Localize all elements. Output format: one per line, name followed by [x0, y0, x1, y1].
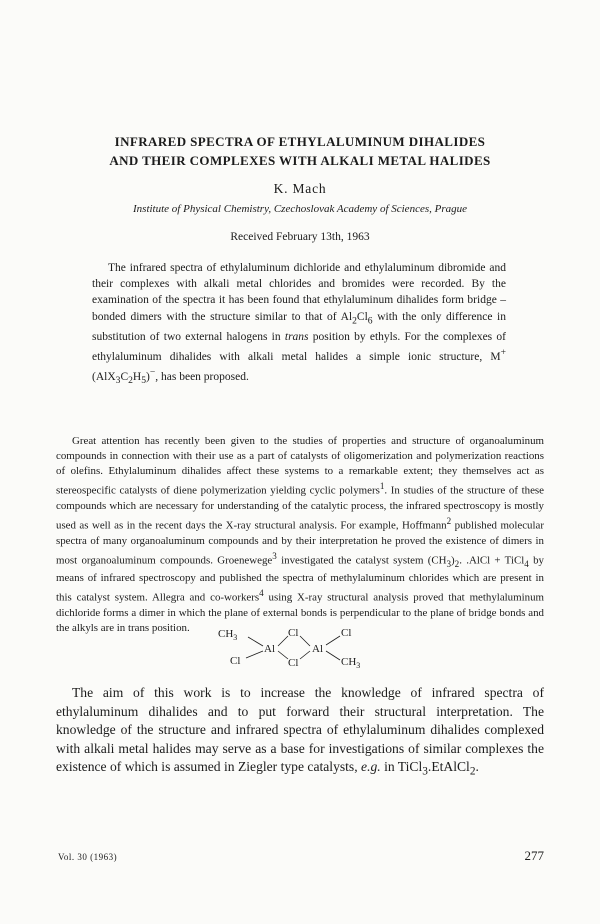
intro-text: by means of infrared spectroscopy and published the spectra of methylaluminum chlorides which are present in this catalyst system. Allegra and co-workers [56, 554, 544, 605]
aim-eg: e.g. [361, 759, 381, 775]
formula-h: H [132, 371, 142, 384]
abstract-text-4: , has been proposed. [155, 371, 249, 384]
volume-info: Vol. 30 (1963) [58, 852, 118, 862]
abstract [92, 260, 506, 390]
abstract-trans: trans [284, 331, 309, 344]
received-date: Received February 13th, 1963 [230, 231, 370, 243]
intro-sub: 2 [454, 558, 460, 569]
cl-bridge-bottom-label: Cl [288, 657, 299, 669]
aim-text: . [475, 759, 479, 775]
citation-ref: 4 [259, 588, 264, 599]
bond-al-left-bridge-bottom [278, 651, 288, 659]
formula-sup: − [149, 367, 156, 379]
title-line-1: INFRARED SPECTRA OF ETHYLALUMINUM DIHALIDES [114, 134, 486, 149]
formula-sup: + [500, 347, 506, 359]
aim-paragraph [56, 684, 544, 782]
cl-top-right-label: Cl [341, 627, 352, 639]
formula-sub: 2 [128, 375, 133, 387]
formula-close: ) [146, 371, 150, 384]
aim-text: .EtAlCl [427, 759, 470, 775]
bond-bridge-top-al-right [300, 636, 310, 646]
formula-sub: 3 [115, 375, 121, 387]
title-line-2: AND THEIR COMPLEXES WITH ALKALI METAL HALIDES [109, 153, 491, 168]
formula-sub: 5 [141, 375, 147, 387]
intro-sub: 3 [446, 558, 452, 569]
citation-ref: 3 [272, 550, 277, 561]
intro-text: ) [451, 554, 455, 567]
author-name: K. Mach [273, 181, 327, 196]
al-left-label: Al [264, 643, 275, 655]
al-right-label: Al [312, 643, 323, 655]
formula-alx: (AlX [92, 371, 116, 384]
intro-paragraph [56, 434, 544, 636]
ch3-right-label: $CH_3$ [341, 656, 361, 670]
bond-al-right-ch3 [326, 651, 340, 660]
abstract-text-2: with the only difference in substitution of two external halogens in [92, 310, 506, 344]
abstract-text-3: position by ethyls. For the complexes of ethylaluminum dihalides with alkali metal halides a simple ionic structure, [92, 331, 506, 364]
aim-text: in TiCl [380, 759, 423, 775]
aim-text: The aim of this work is to increase the knowledge of infrared spectra of ethylaluminum dihalides and to put forward their structural interpretation. The knowledge of the structure and infrared spectra of ethylaluminum dihalides complexed with alkali metal halides may serve as a base for investigations of similar complexes the existence of which is assumed in Ziegler type catalysts, [56, 685, 544, 775]
aim-sub: 2 [469, 766, 476, 779]
paper-title [60, 132, 540, 170]
bond-cl-al-left [246, 651, 263, 658]
intro-text: investigated the catalyst system (CH [276, 554, 447, 567]
bond-al-left-bridge-top [278, 636, 288, 646]
bond-al-right-cl [326, 636, 340, 645]
dimer-structure-diagram [208, 624, 388, 670]
cl-bridge-top-label: Cl [288, 627, 299, 639]
abstract-text-1: The infrared spectra of ethylaluminum dichloride and ethylaluminum dibromide and their complexes with alkali metal chlorides and bromides were recorded. By the examination of the spectra it has been found that ethylaluminum dihalides form bridge – bonded dimers with the structure similar to that of Al [92, 262, 506, 323]
intro-text: . In studies of the structure of these compounds which are necessary for understanding of the catalytic process, the infrared spectroscopy is mostly used as well as in the recent days the X-ray structural analysis. For example, Hoffmann [56, 484, 544, 532]
intro-text: . .AlCl + TiCl [459, 554, 525, 567]
affiliation: Institute of Physical Chemistry, Czechoslovak Academy of Sciences, Prague [133, 203, 467, 215]
intro-sub: 4 [524, 558, 529, 569]
intro-text: published molecular spectra of many organoaluminum compounds and by their interpretation he proved the existence of dimers in most organoaluminum compounds. Groenewege [56, 519, 544, 567]
page-number: 277 [524, 848, 544, 863]
formula-m: M [490, 351, 501, 364]
intro-text: Great attention has recently been given to the studies of properties and structure of organoaluminum compounds in connection with their use as a part of catalysts of oligomerization and polymerization reactions of olefins. Ethylaluminum dihalides affect these systems to a remarkable extent; they themselves act as stereospecific catalysts of diene polymerization yielding cyclic polymers [56, 435, 544, 497]
abstract-sub: 6 [367, 314, 373, 326]
ch3-left-label: $CH_3$ [218, 628, 238, 642]
abstract-cl: Cl [356, 310, 368, 323]
cl-bottom-left-label: Cl [230, 655, 241, 667]
bond-bridge-bottom-al-right [300, 651, 310, 659]
abstract-sub: 2 [352, 314, 357, 326]
intro-text: using X-ray structural analysis proved that methylaluminum dichloride forms a dimer in which the plane of external bonds is perpendicular to the plane of bridge bonds and the alkyls are in trans position. [56, 592, 544, 635]
citation-ref: 1 [379, 481, 385, 492]
formula-c: C [120, 371, 129, 384]
citation-ref: 2 [446, 515, 452, 526]
aim-sub: 3 [422, 766, 428, 779]
bond-ch3-al-left [248, 637, 263, 646]
